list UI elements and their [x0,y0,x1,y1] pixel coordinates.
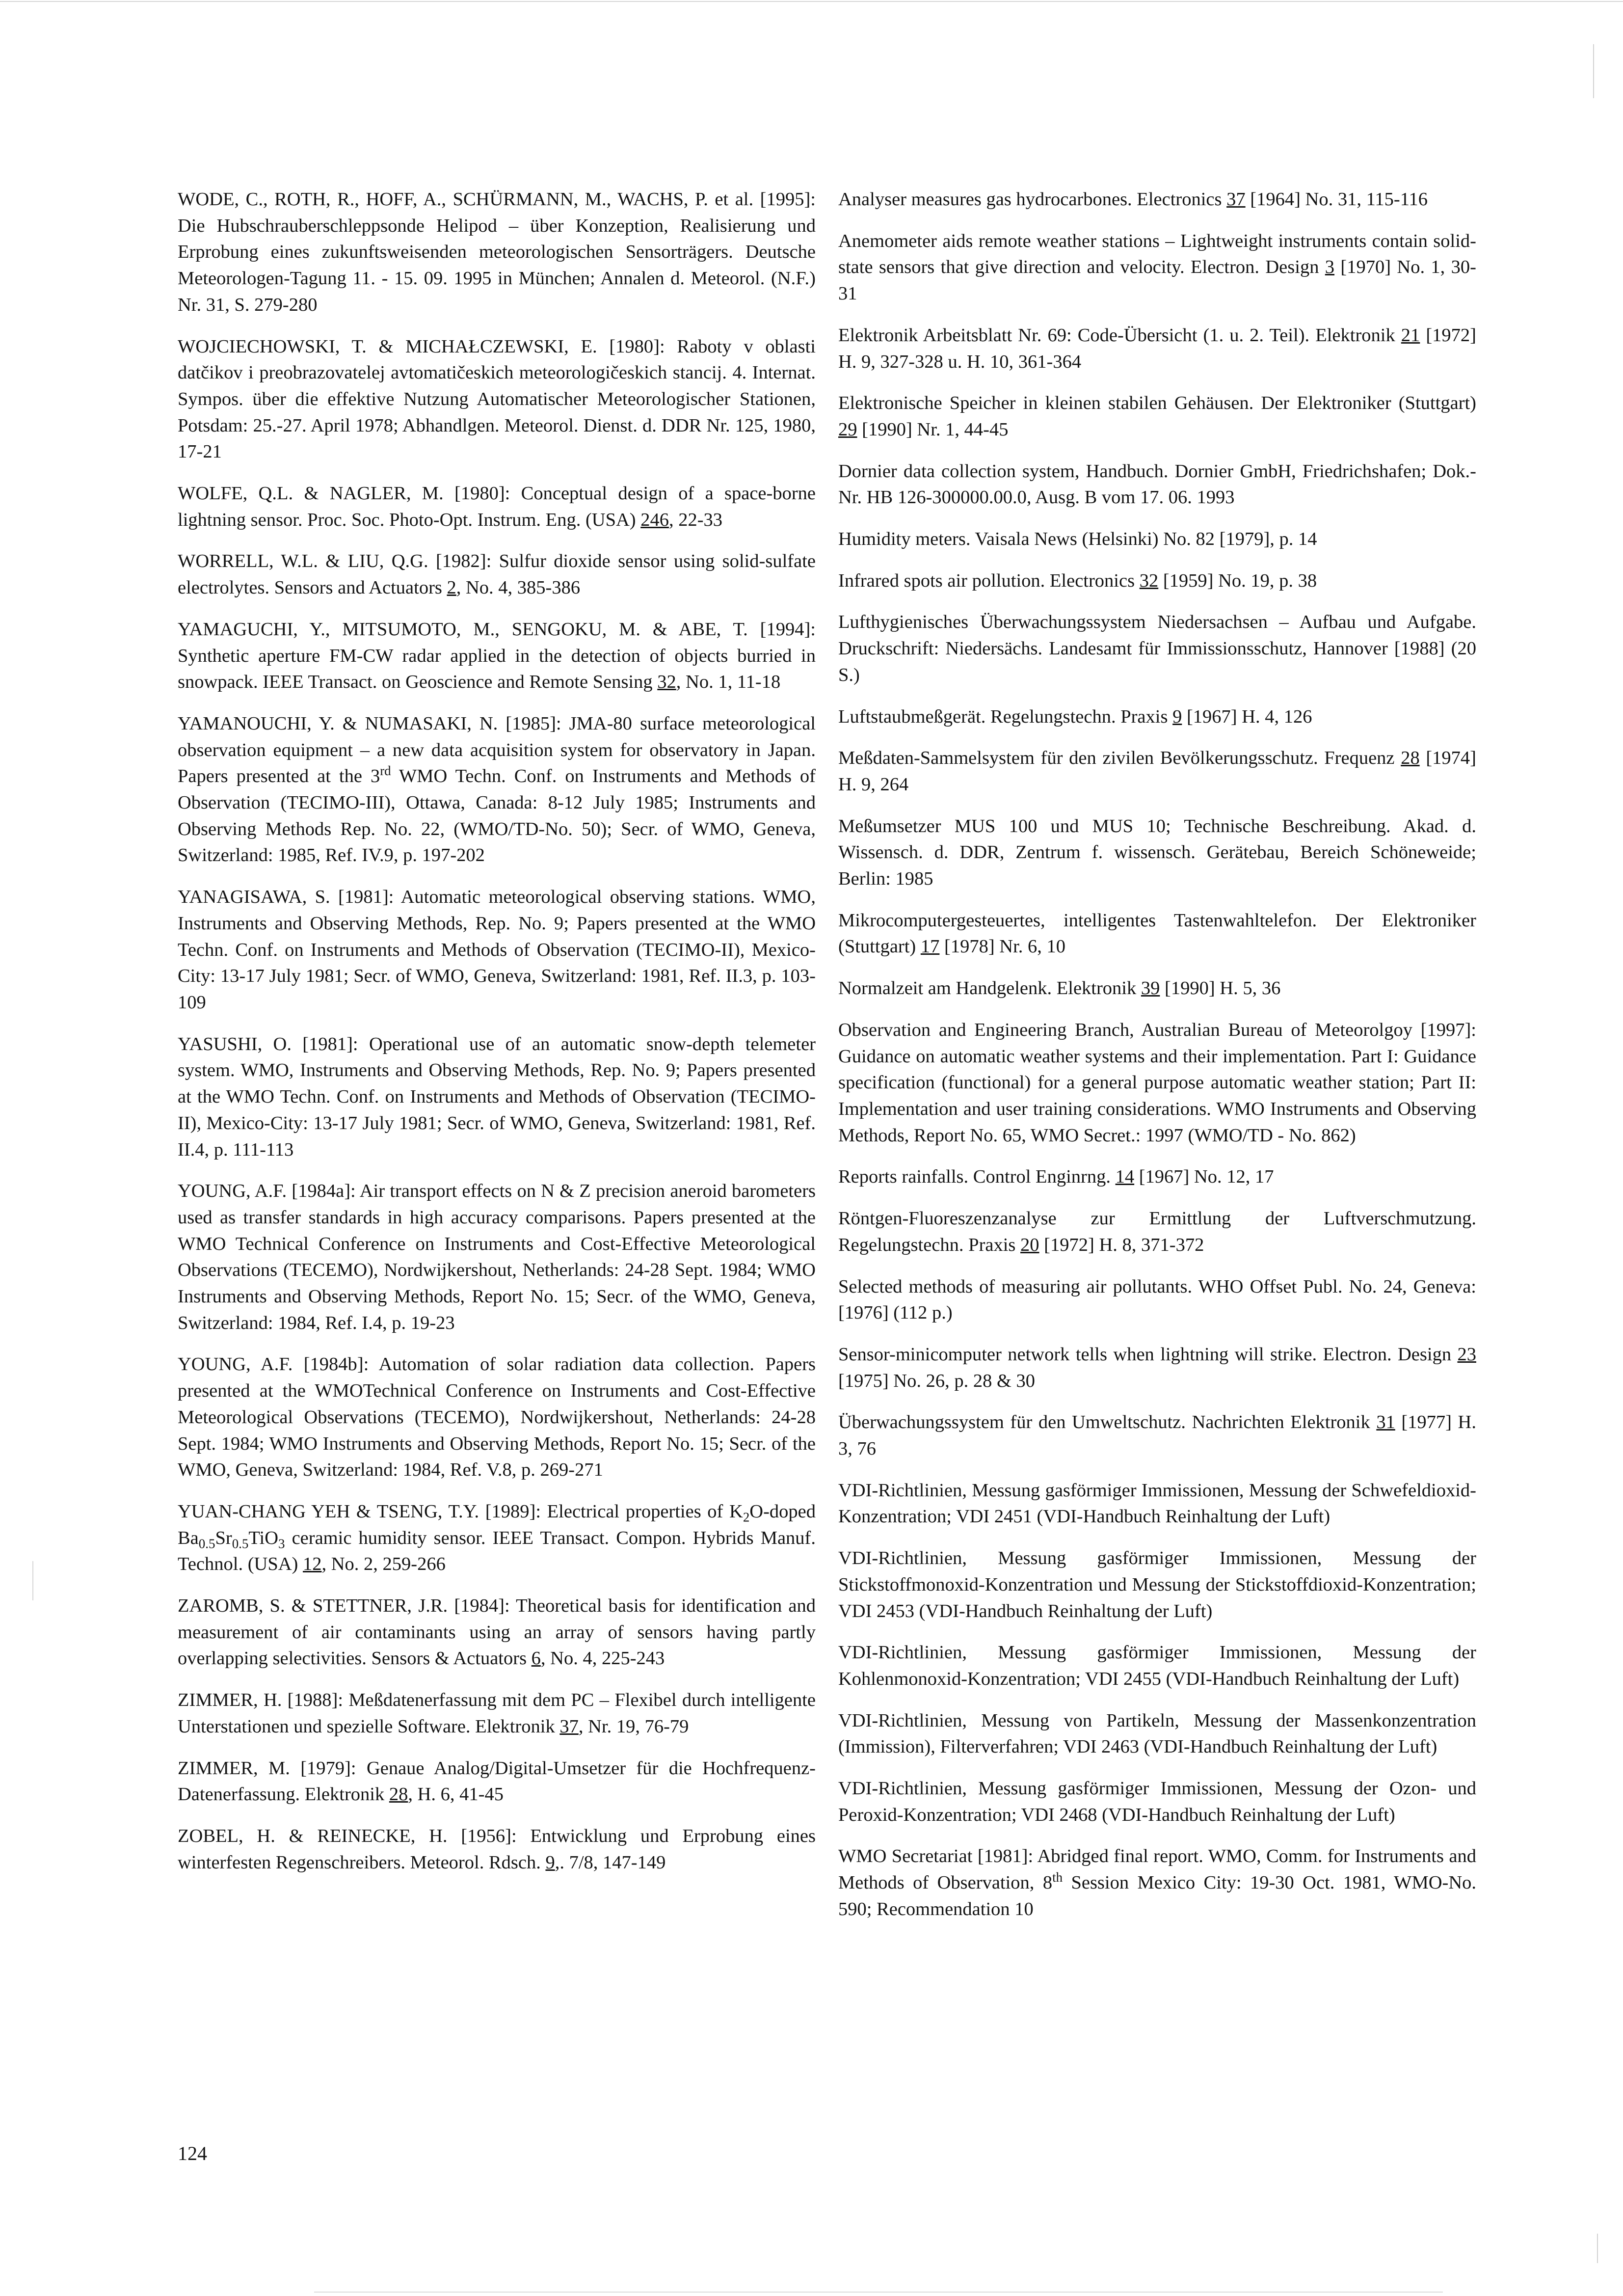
reference-entry [838,187,1476,213]
volume-number: 14 [1115,1166,1135,1188]
reference-text: , H. 6, 41-45 [408,1784,504,1805]
volume-number: 6 [531,1648,541,1669]
reference-text: [1974] H. 9, 264 [838,748,1476,795]
reference-text: , 22-33 [668,509,723,530]
reference-text: 3 [370,766,380,787]
volume-number: 32 [1139,570,1159,591]
reference-text: Infrared spots air pollution. Electronics [838,570,1140,591]
volume-number: 28 [1401,748,1420,769]
reference-entry [838,568,1476,594]
reference-entry [838,1640,1476,1692]
reference-entry [838,1206,1476,1258]
reference-text: [1990] H. 5, 36 [1160,978,1281,999]
volume-number: 2 [447,577,456,598]
scan-edge-top [0,1,1623,2]
reference-text: ZIMMER, M. [1979]: Genaue Analog/Digital-Umsetzer für die Hochfrequenz-Datenerfassung. Elektronik [178,1757,816,1805]
scan-edge-right-top [1593,44,1594,98]
reference-text: YAMANOUCHI, Y. & NUMASAKI, N. [1985]: JMA-80 surface meteorological observation equipment – a new data acquisition system for observatory in Japan. Papers presented at the [178,713,816,787]
reference-text: Humidity meters. Vaisala News (Helsinki) No. 82 [1979], p. 14 [838,529,1317,550]
scan-edge-left [32,1561,33,1600]
reference-text: Reports rainfalls. Control Enginrng. [838,1166,1116,1188]
reference-text: Luftstaubmeßgerät. Regelungstechn. Praxis [838,706,1173,727]
reference-text: TiO [248,1527,279,1548]
reference-entry [838,908,1476,960]
reference-entry [838,1843,1476,1922]
reference-entry [178,617,816,696]
reference-entry [178,334,816,466]
reference-text: Sensor-minicomputer network tells when lightning will strike. Electron. Design [838,1344,1458,1365]
volume-number: 32 [657,672,676,693]
reference-text: WODE, C., ROTH, R., HOFF, A., SCHÜRMANN, M., WACHS, P. et al. [1995]: Die Hubschrauberschleppsonde Helipod – über Konzeption, Realisierung und Erprobung eines zukunftsweisenden meteorologischen Sensorträgers. Deutsche Meteorologen-Tagung 11. - 15. 09. 1995 in München; Annalen d. Meteorol. (N.F.) Nr. 31, S. 279-280 [178,189,816,315]
reference-entry [178,548,816,601]
reference-text: WOJCIECHOWSKI, T. & MICHAŁCZEWSKI, E. [1980]: Raboty v oblasti datčikov i preobrazovatelej avtomatičeskich meteorologičeskich stancij. 4. Internat. Sympos. über die effektive Nutzung Automatischer Meteorologischer Stationen, Potsdam: 25.-27. April 1978; Abhandlgen. Meteorol. Dienst. d. DDR Nr. 125, 1980, 17-21 [178,336,816,462]
reference-text: Session Mexico City: 19-30 Oct. 1981, WMO-No. 590; Recommendation 10 [838,1872,1477,1919]
volume-number: 37 [559,1716,579,1737]
reference-entry [838,1776,1476,1828]
reference-column-right [838,187,1476,1938]
reference-entry [178,1593,816,1672]
reference-entry [838,1342,1476,1394]
reference-text: , No. 4, 385-386 [456,577,581,598]
page-number: 124 [178,2142,207,2164]
reference-entry [838,745,1476,798]
reference-text: [1959] No. 19, p. 38 [1158,570,1317,591]
reference-text: YAMAGUCHI, Y., MITSUMOTO, M., SENGOKU, M. & ABE, T. [1994]: Synthetic aperture FM-CW radar applied in the detection of objects burried in snowpack. IEEE Transact. on Geoscience and Remote Sensing [178,619,816,693]
reference-text: WOLFE, Q.L. & NAGLER, M. [1980]: Conceptual design of a space-borne lightning sensor. Proc. Soc. Photo-Opt. Instrum. Eng. (USA) [178,483,816,530]
reference-text: YOUNG, A.F. [1984b]: Automation of solar radiation data collection. Papers presented at the WMOTechnical Conference on Instruments and Cost-Effective Meteorological Observations (TECEMO), Nordwijkershout, Netherlands: 24-28 Sept. 1984; WMO Instruments and Observing Methods, Report No. 15; Secr. of the WMO, Geneva, Switzerland: 1984, Ref. V.8, p. 269-271 [178,1354,816,1481]
reference-entry [838,1017,1476,1149]
reference-text: Selected methods of measuring air pollutants. WHO Offset Publ. No. 24, Geneva: [1976] (112 p.) [838,1276,1476,1324]
volume-number: 9 [1172,706,1182,727]
reference-text: WORRELL, W.L. & LIU, Q.G. [1982]: Sulfur dioxide sensor using solid-sulfate electrolytes. Sensors and Actuators [178,551,816,598]
reference-text: Anemometer aids remote weather stations – Lightweight instruments contain solid-state sensors that give direction and velocity. Electron. Design [838,230,1476,278]
reference-text: YOUNG, A.F. [1984a]: Air transport effects on N & Z precision aneroid barometers used as transfer standards in high accuracy comparisons. Papers presented at the WMO Technical Conference on Instruments and Cost-Effective Meteorological Observations (TECEMO), Nordwijkershout, Netherlands: 24-28 Sept. 1984; WMO Instruments and Observing Methods, Report No. 15; Secr. of the WMO, Geneva, Switzerland: 1984, Ref. I.4, p. 19-23 [178,1181,816,1333]
volume-number: 12 [303,1554,322,1575]
reference-entry [178,187,816,319]
volume-number: 23 [1457,1344,1476,1365]
reference-text: VDI-Richtlinien, Messung gasförmiger Immissionen, Messung der Stickstoffmonoxid-Konzentration und Messung der Stickstoffdioxid-Konzentration; VDI 2453 (VDI-Handbuch Reinhaltung der Luft) [838,1548,1476,1621]
reference-entry [838,813,1476,892]
subscript-text: 3 [278,1536,285,1551]
reference-text: [1967] H. 4, 126 [1182,706,1312,727]
reference-text: Lufthygienisches Überwachungssystem Niedersachsen – Aufbau und Aufgabe. Druckschrift: Niedersächs. Landesamt für Immissionsschutz, Hannover [1988] (20 S.) [838,612,1476,685]
reference-column-left [178,187,816,1891]
reference-entry [178,1031,816,1163]
reference-entry [178,884,816,1016]
reference-text: 8 [1042,1872,1053,1893]
reference-text: Elektronische Speicher in kleinen stabilen Gehäusen. Der Elektroniker (Stuttgart) [838,393,1476,414]
reference-entry [838,459,1476,511]
reference-entry [838,609,1476,688]
reference-entry [178,1178,816,1336]
reference-text: [1972] H. 8, 371-372 [1039,1234,1204,1255]
subscript-text: 0.5 [232,1536,249,1551]
reference-entry [838,975,1476,1002]
volume-number: 246 [640,509,669,530]
reference-entry [178,1499,816,1578]
reference-text: ,. 7/8, 147-149 [555,1852,666,1873]
reference-text: [1972] H. 9, 327-328 u. H. 10, 361-364 [838,324,1476,372]
reference-entry [178,1823,816,1876]
reference-text: Überwachungssystem für den Umweltschutz. Nachrichten Elektronik [838,1412,1377,1433]
reference-entry [838,1164,1476,1190]
reference-text: [1967] No. 12, 17 [1134,1166,1274,1188]
reference-text: Observation and Engineering Branch, Australian Bureau of Meteorolgoy [1997]: Guidance on automatic weather systems and their implementation. Part I: Guidance specification (functional) for a general purpose automatic weather station; Part II: Implementation and user training considerations. WMO Instruments and Observing Methods, Report No. 65, WMO Secret.: 1997 (WMO/TD - No. 862) [838,1019,1476,1146]
reference-text: ceramic humidity sensor. IEEE Transact. Compon. Hybrids Manuf. Technol. (USA) [178,1527,816,1575]
reference-text: , No. 4, 225-243 [540,1648,665,1669]
reference-entry [838,1409,1476,1462]
reference-entry [178,711,816,869]
reference-text: Röntgen-Fluoreszenzanalyse zur Ermittlung der Luftverschmutzung. Regelungstechn. Praxis [838,1208,1476,1255]
volume-number: 29 [838,419,857,440]
volume-number: 9 [545,1852,555,1873]
volume-number: 17 [920,936,940,957]
volume-number: 31 [1376,1412,1395,1433]
reference-text: Meßdaten-Sammelsystem für den zivilen Bevölkerungsschutz. Frequenz [838,748,1401,769]
reference-entry [838,1708,1476,1760]
reference-text: [1978] Nr. 6, 10 [939,936,1066,957]
reference-text: Meßumsetzer MUS 100 und MUS 10; Technische Beschreibung. Akad. d. Wissensch. d. DDR, Zentrum f. wissensch. Gerätebau, Bereich Schöneweide; Berlin: 1985 [838,815,1476,890]
reference-text: Normalzeit am Handgelenk. Elektronik [838,978,1141,999]
reference-text: [1975] No. 26, p. 28 & 30 [838,1370,1036,1391]
reference-text: VDI-Richtlinien, Messung gasförmiger Immissionen, Messung der Schwefeldioxid-Konzentration; VDI 2451 (VDI-Handbuch Reinhaltung der Luft) [838,1480,1476,1527]
reference-text: VDI-Richtlinien, Messung gasförmiger Immissionen, Messung der Ozon- und Peroxid-Konzentration; VDI 2468 (VDI-Handbuch Reinhaltung der Luft) [838,1778,1476,1825]
reference-text: WMO Secretariat [1981]: Abridged final report. WMO, Comm. for Instruments and Methods of Observation, [838,1846,1476,1893]
reference-text: YUAN-CHANG YEH & TSENG, T.Y. [1989]: Electrical properties of K [178,1501,743,1522]
reference-text: WMO Techn. Conf. on Instruments and Methods of Observation (TECIMO-III), Ottawa, Canada: 8-12 July 1985; Instruments and Observing Methods Rep. No. 22, (WMO/TD-No. 50); Secr. of WMO, Geneva, Switzerland: 1985, Ref. IV.9, p. 197-202 [178,766,816,866]
reference-text: Elektronik Arbeitsblatt Nr. 69: Code-Übersicht (1. u. 2. Teil). Elektronik [838,324,1401,346]
reference-text: Analyser measures gas hydrocarbones. Electronics [838,189,1227,210]
reference-text: , No. 2, 259-266 [321,1554,446,1575]
reference-text: , No. 1, 11-18 [676,672,781,693]
reference-text: VDI-Richtlinien, Messung gasförmiger Immissionen, Messung der Kohlenmonoxid-Konzentration; VDI 2455 (VDI-Handbuch Reinhaltung der Luft) [838,1642,1476,1689]
reference-text: O-doped Ba [178,1501,816,1548]
volume-number: 28 [389,1784,408,1805]
reference-text: ZIMMER, H. [1988]: Meßdatenerfassung mit dem PC – Flexibel durch intelligente Unterstationen und spezielle Software. Elektronik [178,1690,816,1737]
reference-entry [838,228,1476,307]
reference-text: , Nr. 19, 76-79 [578,1716,689,1737]
volume-number: 21 [1401,324,1420,346]
reference-text: [1964] No. 31, 115-116 [1245,189,1428,210]
reference-entry [838,323,1476,375]
scan-edge-bottom [314,2292,1443,2293]
reference-entry [178,481,816,533]
reference-entry [838,390,1476,443]
reference-entry [838,526,1476,553]
reference-text: [1977] H. 3, 76 [838,1412,1476,1459]
scan-edge-right-bottom [1597,2234,1598,2263]
reference-text: [1970] No. 1, 30-31 [838,257,1476,304]
reference-entry [838,1545,1476,1624]
reference-text: ZAROMB, S. & STETTNER, J.R. [1984]: Theoretical basis for identification and measurement of air contaminants using an array of sensors having partly overlapping selectivities. Sensors & Actuators [178,1595,816,1669]
reference-entry [838,704,1476,730]
reference-entry [178,1756,816,1808]
superscript-text: th [1052,1870,1063,1885]
reference-text: Mikrocomputergesteuertes, intelligentes Tastenwahltelefon. Der Elektroniker (Stuttgart) [838,910,1476,957]
reference-text: YANAGISAWA, S. [1981]: Automatic meteorological observing stations. WMO, Instruments and Observing Methods, Rep. No. 9; Papers presented at the WMO Techn. Conf. on Instruments and Methods of Observation (TECIMO-II), Mexico-City: 13-17 July 1981; Secr. of WMO, Geneva, Switzerland: 1981, Ref. II.3, p. 103-109 [178,887,816,1013]
subscript-text: 0.5 [198,1536,215,1551]
reference-text: Sr [215,1527,232,1548]
reference-text: ZOBEL, H. & REINECKE, H. [1956]: Entwicklung und Erprobung eines winterfesten Regenschreibers. Meteorol. Rdsch. [178,1825,816,1873]
volume-number: 37 [1226,189,1246,210]
reference-entry [178,1351,816,1484]
superscript-text: rd [380,763,391,779]
volume-number: 39 [1141,978,1160,999]
reference-text: [1990] Nr. 1, 44-45 [857,419,1009,440]
reference-entry [178,1687,816,1740]
volume-number: 20 [1020,1234,1039,1255]
reference-entry [838,1274,1476,1326]
subscript-text: 2 [743,1510,750,1525]
reference-text: Dornier data collection system, Handbuch. Dornier GmbH, Friedrichshafen; Dok.-Nr. HB 126-300000.00.0, Ausg. B vom 17. 06. 1993 [838,460,1476,508]
reference-text: YASUSHI, O. [1981]: Operational use of an automatic snow-depth telemeter system. WMO, Instruments and Observing Methods, Rep. No. 9; Papers presented at the WMO Techn. Conf. on Instruments and Methods of Observation (TECIMO-II), Mexico-City: 13-17 July 1981; Secr. of WMO, Geneva, Switzerland: 1981, Ref. II.4, p. 111-113 [178,1033,816,1160]
reference-entry [838,1478,1476,1530]
volume-number: 3 [1325,257,1335,278]
reference-text: VDI-Richtlinien, Messung von Partikeln, Messung der Massenkonzentration (Immission), Filterverfahren; VDI 2463 (VDI-Handbuch Reinhaltung der Luft) [838,1710,1476,1757]
